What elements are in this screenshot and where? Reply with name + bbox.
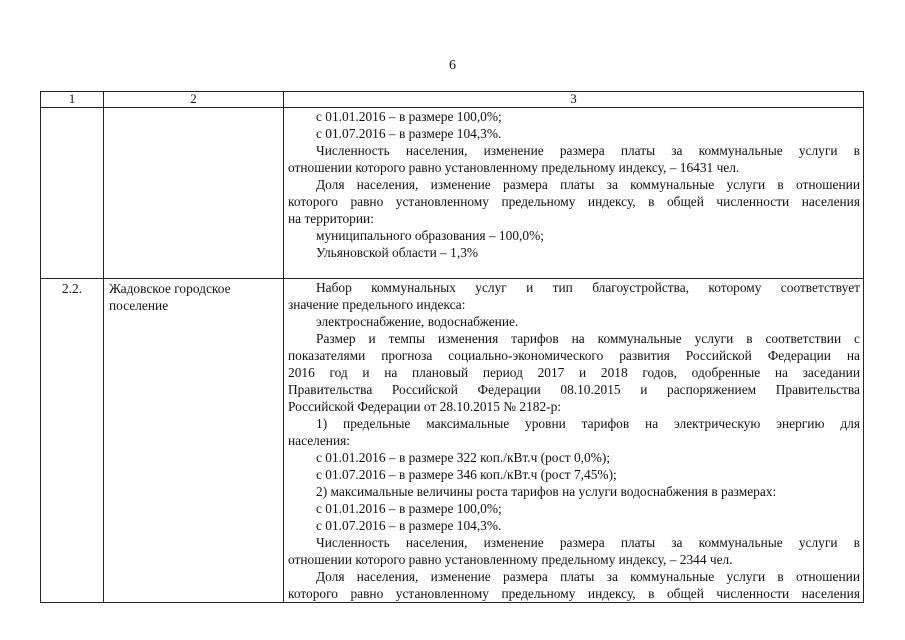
text-line: которого равно установленному предельному индексу, в общей численности населения [288,194,860,209]
text-line: Доля населения, изменение размера платы за коммунальные услуги в отношении [316,177,860,192]
row-number-cell: 2.2. [41,279,104,603]
text-line: с 01.07.2016 – в размере 104,3%. [316,126,502,141]
text-line: муниципального образования – 100,0%; [316,228,544,243]
column-header-1: 1 [41,92,104,108]
text-line: Численность населения, изменение размера платы за коммунальные услуги в [316,535,860,550]
row-name-cell [104,108,284,279]
text-line: с 01.01.2016 – в размере 100,0%; [316,109,502,124]
text-line: Численность населения, изменение размера платы за коммунальные услуги в [316,143,860,158]
text-line: Размер и темпы изменения тарифов на коммунальные услуги в соответствии с [316,331,860,346]
tariff-table [40,91,864,603]
text-line: с 01.01.2016 – в размере 322 коп./кВт.ч (рост 0,0%); [316,450,611,465]
text-line: на территории: [288,211,374,226]
table-row-continuation [41,108,864,279]
row-name-cell [104,279,284,603]
text-line: с 01.01.2016 – в размере 100,0%; [316,501,502,516]
text-line: Набор коммунальных услуг и тип благоустройства, которому соответствует [316,280,860,295]
text-line: значение предельного индекса: [288,297,466,312]
settlement-name-line: поселение [109,298,169,313]
row-description-cell [284,279,864,603]
text-line: с 01.07.2016 – в размере 104,3%. [316,518,502,533]
text-line: показателями прогноза социально-экономического развития Российской Федерации на [288,348,860,363]
page-number: 6 [449,58,456,73]
column-header-3: 3 [284,92,864,108]
settlement-name-line: Жадовское городское [109,281,231,296]
text-line: Российской Федерации от 28.10.2015 № 2182-р: [288,399,562,414]
table-row-2-2 [41,279,864,603]
text-line: Правительства Российской Федерации 08.10.2015 и распоряжением Правительства [288,382,860,397]
table-header-row [41,92,864,108]
text-line: 1) предельные максимальные уровни тарифов на электрическую энергию для [316,416,860,431]
text-line: электроснабжение, водоснабжение. [316,314,519,329]
text-line: населения: [288,433,350,448]
column-header-2: 2 [104,92,284,108]
row-description-cell [284,108,864,279]
text-line: с 01.07.2016 – в размере 346 коп./кВт.ч (рост 7,45%); [316,467,617,482]
text-line: 2) максимальные величины роста тарифов на услуги водоснабжения в размерах: [316,484,777,499]
row-number-cell [41,108,104,279]
text-line: отношении которого равно установленному предельному индексу, – 16431 чел. [288,160,740,175]
text-line: 2016 год и на плановый период 2017 и 2018 годов, одобренные на заседании [288,365,860,380]
text-line: Ульяновской области – 1,3% [316,245,479,259]
text-line: которого равно установленному предельному индексу, в общей численности населения [288,586,860,601]
text-line: отношении которого равно установленному предельному индексу, – 2344 чел. [288,552,733,567]
text-line: Доля населения, изменение размера платы за коммунальные услуги в отношении [316,569,860,584]
